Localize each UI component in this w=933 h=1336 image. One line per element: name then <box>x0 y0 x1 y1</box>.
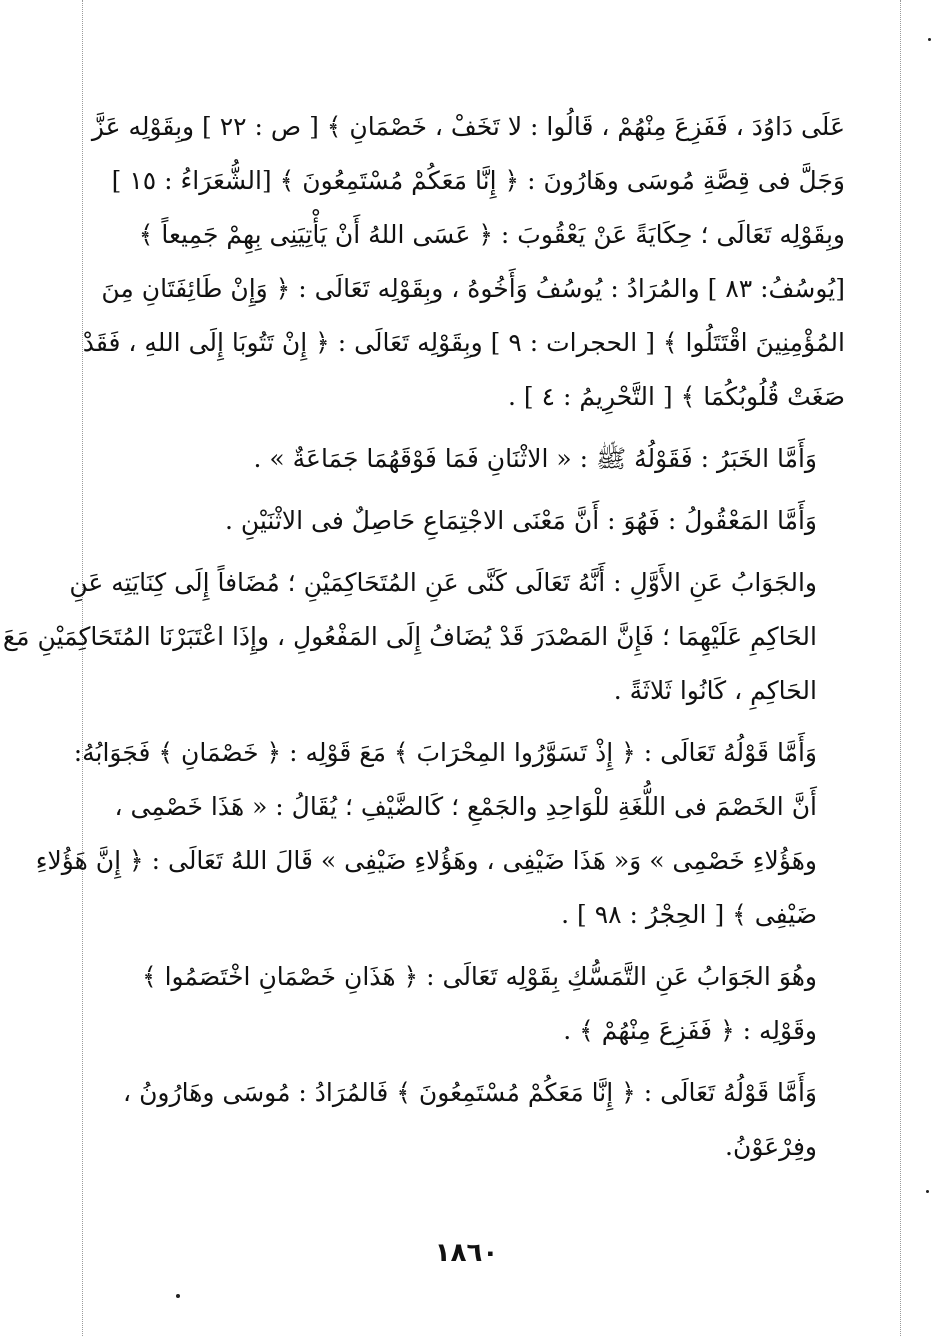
paragraph <box>110 494 845 548</box>
text-line: صَغَتْ قُلُوبُكُمَا ﴾ [ التَّحْرِيمُ : ٤ ] . <box>508 382 845 411</box>
text-line: وَأَمَّا المَعْقُولُ : فَهُوَ : أَنَّ مَعْنَى الاجْتِمَاعِ حَاصِلٌ فى الاثْنَيْنِ . <box>224 506 817 535</box>
scan-speck <box>926 1190 929 1193</box>
scan-speck <box>176 1294 180 1298</box>
page-number: ١٨٦٠ <box>434 1238 499 1268</box>
text-line: ضَيْفِى ﴾ [ الحِجْرُ : ٩٨ ] . <box>561 900 817 929</box>
paragraph <box>82 100 845 424</box>
text-line: وبِقَوْلِه تَعَالَى ؛ حِكَايَةً عَنْ يَعْقُوبَ : ﴿ عَسَى اللهُ أَنْ يَأْتِيَنِى بِهِمْ جَمِيعاً ﴾ <box>138 220 845 249</box>
paragraph <box>35 726 845 942</box>
text-line: أَنَّ الخَصْمَ فى اللُّغَةِ للْوَاحِدِ والجَمْعِ ؛ كَالضَّيْفِ ؛ يُقَالُ : « هَذَا خَصْمِى ، <box>114 792 817 821</box>
text-line: الحَاكِمِ ، كَانُوا ثَلاثَةً . <box>613 676 817 705</box>
text-line: وقَوْلِه : ﴿ فَفَزِعَ مِنْهُمْ ﴾ . <box>563 1016 817 1045</box>
text-line: وَأَمَّا الخَبَرُ : فَقَوْلُهُ ﷺ : « الاثْنَانِ فَمَا فَوْقَهُمَا جَمَاعَةٌ » . <box>253 444 817 473</box>
left-crop-guide <box>82 0 83 1336</box>
text-line: وَأَمَّا قَوْلُهُ تَعَالَى : ﴿ إِنَّا مَعَكُمْ مُسْتَمِعُونَ ﴾ فَالمُرَادُ : مُوسَى وهَارُونُ ، <box>123 1078 817 1107</box>
text-line: وفِرْعَوْنُ. <box>725 1132 817 1161</box>
paragraph <box>110 950 845 1058</box>
text-line: [يُوسُفُ: ٨٣ ] والمُرَادُ : يُوسُفُ وَأَخُوهُ ، وبِقَوْلِه تَعَالَى : ﴿ وَإِنْ طَائِفَتَانِ مِنَ <box>101 274 845 303</box>
text-line: والجَوَابُ عَنِ الأَوَّلِ : أَنَّهُ تَعَالَى كَنَّى عَنِ المُتَحَاكِمَيْنِ ؛ مُضَافاً إِلَى كِنَايَتِه عَنِ <box>69 568 817 597</box>
text-line: وهَؤُلاءِ خَصْمِى » وَ« هَذَا ضَيْفِى ، وهَؤُلاءِ ضَيْفِى » قَالَ اللهُ تَعَالَى : ﴿ إِنَّ هَؤُلاءِ <box>35 846 817 875</box>
right-crop-guide <box>900 0 901 1336</box>
paragraph <box>110 1066 845 1174</box>
body-text <box>2 100 845 1182</box>
paragraph <box>110 432 845 486</box>
text-line: عَلَى دَاوُدَ ، فَفَزِعَ مِنْهُمْ ، قَالُوا : لا تَخَفْ ، خَصْمَانِ ﴾ [ ص : ٢٢ ] وبِقَوْلِه عَزَّ <box>91 112 845 141</box>
text-line: الحَاكِمِ عَلَيْهِمَا ؛ فَإِنَّ المَصْدَرَ قَدْ يُضَافُ إِلَى المَفْعُولِ ، وإِذَا اعْتَبَرْنَا المُتَحَاكِمَيْنِ مَعَ <box>2 622 817 651</box>
text-line: المُؤْمِنِينَ اقْتَتَلُوا ﴾ [ الحجرات : ٩ ] وبِقَوْلِه تَعَالَى : ﴿ إِنْ تَتُوبَا إِلَى اللهِ ، فَقَدْ <box>82 328 845 357</box>
paragraph <box>2 556 845 718</box>
text-line: وهُوَ الجَوَابُ عَنِ التَّمَسُّكِ بِقَوْلِه تَعَالَى : ﴿ هَذَانِ خَصْمَانِ اخْتَصَمُوا ﴾ <box>141 962 817 991</box>
text-line: وَأَمَّا قَوْلُهُ تَعَالَى : ﴿ إِذْ تَسَوَّرُوا المِحْرَابَ ﴾ مَعَ قَوْلِه : ﴿ خَصْمَانِ ﴾ فَجَوَابُهُ: <box>73 738 817 767</box>
text-line: وَجَلَّ فى قِصَّةِ مُوسَى وهَارُونَ : ﴿ إِنَّا مَعَكُمْ مُسْتَمِعُونَ ﴾ [الشُّعَرَاءُ : ١٥ ] <box>111 166 845 195</box>
scan-speck <box>928 38 931 41</box>
